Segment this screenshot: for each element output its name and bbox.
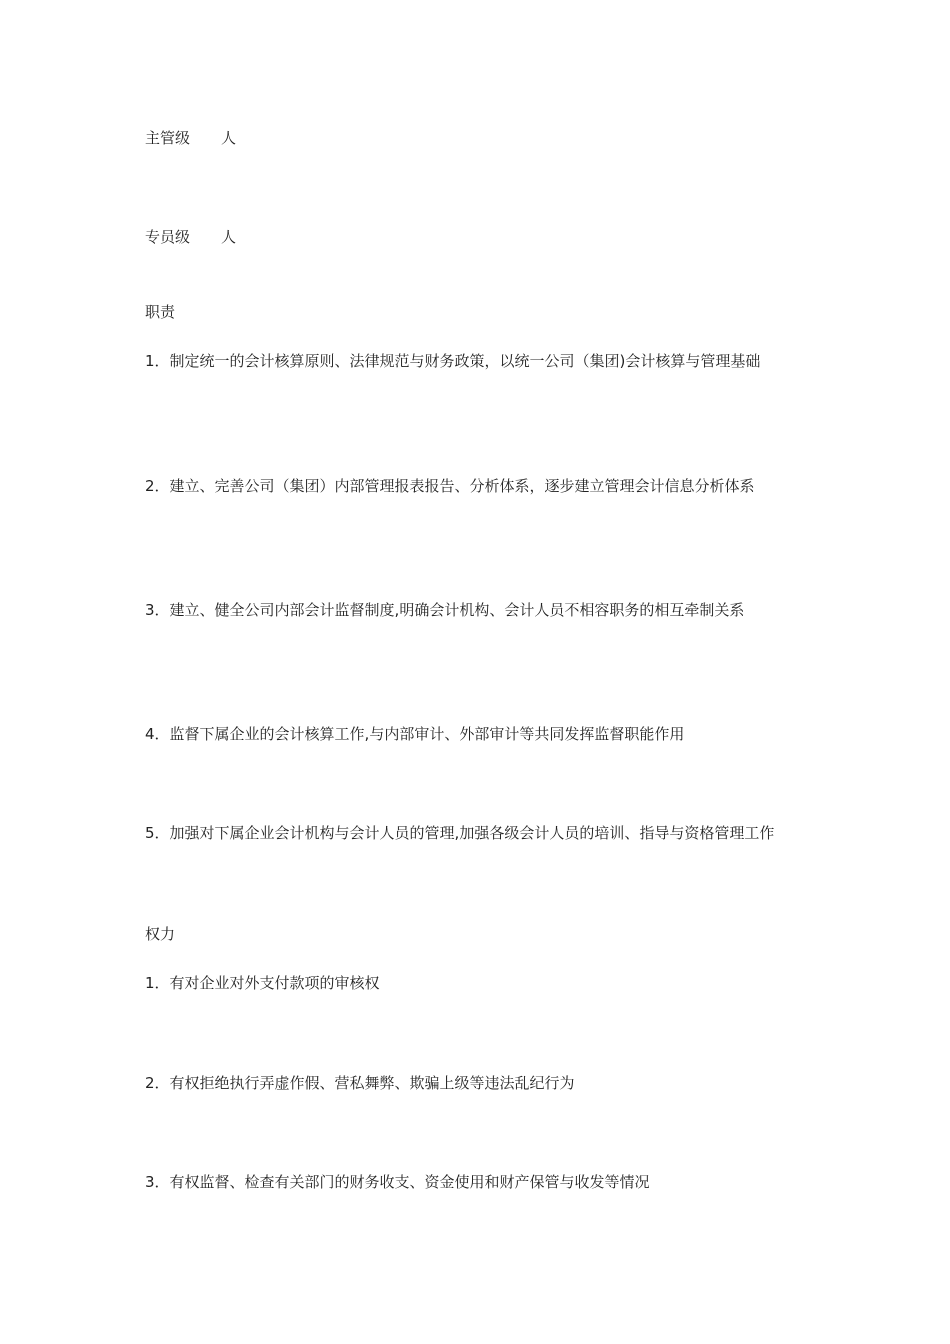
duty-item-2: 2．建立、完善公司（集团）内部管理报表报告、分析体系，逐步建立管理会计信息分析体系 [145,477,755,495]
powers-heading: 权力 [145,925,176,943]
power-item-2: 2．有权拒绝执行弄虚作假、营私舞弊、欺骗上级等违法乱纪行为 [145,1074,575,1092]
power-item-1: 1．有对企业对外支付款项的审核权 [145,974,380,992]
staff-row-specialist [145,224,815,250]
duty-item-5: 5．加强对下属企业会计机构与会计人员的管理,加强各级会计人员的培训、指导与资格管理工作 [145,824,775,842]
duties-heading: 职责 [145,303,176,321]
staff-level-label: 主管级 [145,129,191,147]
duty-item-3: 3．建立、健全公司内部会计监督制度,明确会计机构、会计人员不相容职务的相互牵制关系 [145,601,745,619]
staff-unit-label: 人 [221,129,237,147]
duty-item-1: 1．制定统一的会计核算原则、法律规范与财务政策，以统一公司（集团)会计核算与管理基础 [145,352,761,370]
power-item-3: 3．有权监督、检查有关部门的财务收支、资金使用和财产保管与收发等情况 [145,1173,650,1191]
staff-level-label: 专员级 [145,228,191,246]
duty-item-4: 4．监督下属企业的会计核算工作,与内部审计、外部审计等共同发挥监督职能作用 [145,725,685,743]
staff-unit-label: 人 [221,228,237,246]
staff-row-supervisor [145,125,815,151]
